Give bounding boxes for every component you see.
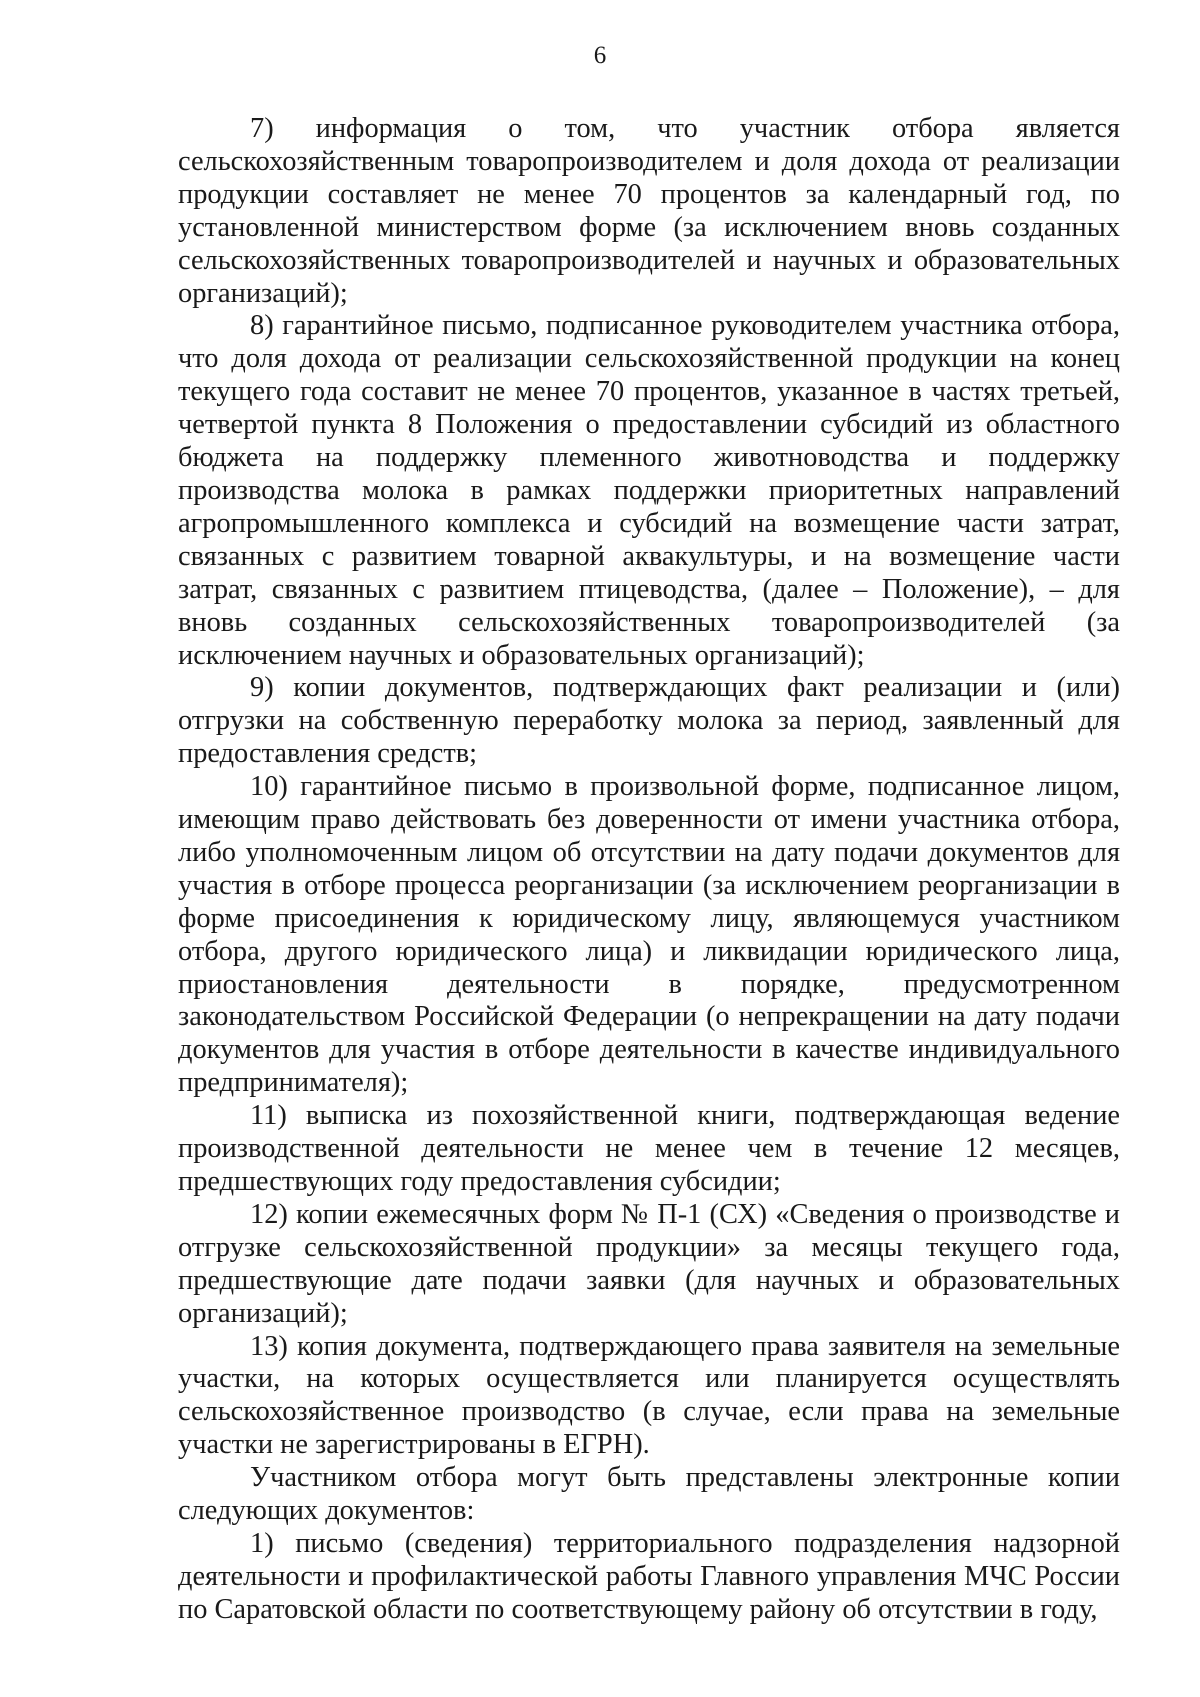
document-body — [178, 113, 1120, 1627]
paragraph-item-8: 8) гарантийное письмо, подписанное руководителем участника отбора, что доля дохода от реализации сельскохозяйственной продукции на конец текущего года составит не менее 70 процентов, указанное в частях третьей, четвертой пункта 8 Положения о предоставлении субсидий из областного бюджета на поддержку племенного животноводства и поддержку производства молока в рамках поддержки приоритетных направлений агропромышленного комплекса и субсидий на возмещение части затрат, связанных с развитием товарной аквакультуры, и на возмещение части затрат, связанных с развитием птицеводства, (далее – Положение), – для вновь созданных сельскохозяйственных товаропроизводителей (за исключением научных и образовательных организаций); — [178, 310, 1120, 671]
paragraph-item-12: 12) копии ежемесячных форм № П-1 (СХ) «Сведения о производстве и отгрузке сельскохозяйственной продукции» за месяцы текущего года, предшествующие дате подачи заявки (для научных и образовательных организаций); — [178, 1198, 1120, 1329]
paragraph-item-11: 11) выписка из похозяйственной книги, подтверждающая ведение производственной деятельности не менее чем в течение 12 месяцев, предшествующих году предоставления субсидии; — [178, 1100, 1120, 1197]
paragraph-item-7: 7) информация о том, что участник отбора является сельскохозяйственным товаропроизводителем и доля дохода от реализации продукции составляет не менее 70 процентов за календарный год, по установленной министерством форме (за исключением вновь созданных сельскохозяйственных товаропроизводителей и научных и образовательных организаций); — [178, 113, 1120, 309]
paragraph-item-10: 10) гарантийное письмо в произвольной форме, подписанное лицом, имеющим право действовать без доверенности от имени участника отбора, либо уполномоченным лицом об отсутствии на дату подачи документов для участия в отборе процесса реорганизации (за исключением реорганизации в форме присоединения к юридическому лицу, являющемуся участником отбора, другого юридического лица) и ликвидации юридического лица, приостановления деятельности в порядке, предусмотренном законодательством Российской Федерации (о непрекращении на дату подачи документов для участия в отборе деятельности в качестве индивидуального предпринимателя); — [178, 771, 1120, 1099]
paragraph-item-9: 9) копии документов, подтверждающих факт реализации и (или) отгрузки на собственную переработку молока за период, заявленный для предоставления средств; — [178, 672, 1120, 770]
page-number: 6 — [593, 42, 607, 69]
paragraph-item-13: 13) копия документа, подтверждающего права заявителя на земельные участки, на которых осуществляется или планируется осуществлять сельскохозяйственное производство (в случае, если права на земельные участки не зарегистрированы в ЕГРН). — [178, 1330, 1120, 1461]
paragraph-electronic-copies: Участником отбора могут быть представлены электронные копии следующих документов: — [178, 1462, 1120, 1527]
paragraph-letter-mchs: 1) письмо (сведения) территориального подразделения надзорной деятельности и профилактической работы Главного управления МЧС России по Саратовской области по соответствующему району об отсутствии в году, — [178, 1527, 1120, 1625]
